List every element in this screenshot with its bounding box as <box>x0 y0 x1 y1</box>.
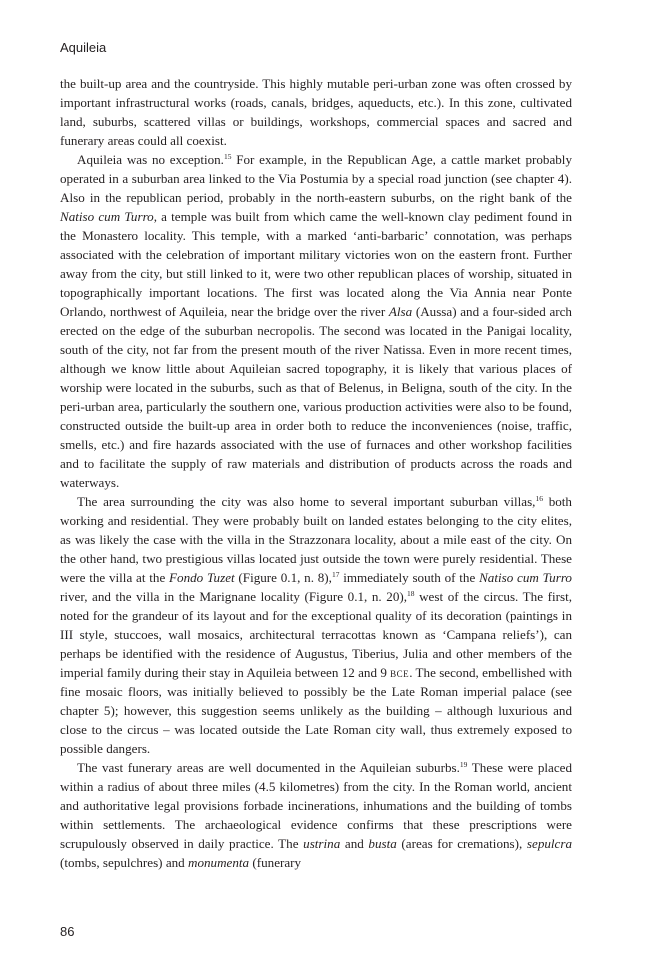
text-run: The vast funerary areas are well documented in the Aquileian suburbs. <box>77 760 460 775</box>
paragraph <box>60 150 572 492</box>
text-run: The area surrounding the city was also home to several important suburban villas, <box>77 494 536 509</box>
paragraph <box>60 74 572 150</box>
era-abbreviation: bce <box>390 665 410 680</box>
italic-term: Alsa <box>388 304 413 319</box>
footnote-ref: 18 <box>407 589 415 598</box>
footnote-ref: 15 <box>223 152 232 161</box>
text-run: Aquileia was no exception. <box>77 152 224 167</box>
footnote-ref: 16 <box>535 494 543 503</box>
text-run: . The second, embellished with fine mosaic floors, was initially believed to possibly be the Late Roman imperial palace (see chapter 5); however, this suggestion seems unlikely as the building – although luxurious and close to the circus – was located outside the Late Roman city wall, thus extremely exposed to possible dangers. <box>60 665 572 756</box>
paragraph <box>60 758 572 872</box>
italic-term: Natiso cum Turro <box>60 209 154 224</box>
text-run: For example, in the Republican Age, a cattle market probably operated in a suburban area linked to the Via Postumia by a special road junction (see chapter 4). Also in the republican period, probably in the north-eastern suburbs, on the right bank of the <box>60 152 572 205</box>
text-run: river, and the villa in the Marignane locality (Figure 0.1, n. 20), <box>60 589 408 604</box>
text-run: immediately south of the <box>339 570 480 585</box>
footnote-ref: 19 <box>459 760 468 769</box>
italic-term: ustrina <box>303 836 341 851</box>
italic-term: monumenta <box>188 855 250 870</box>
text-run: (areas for cremations), <box>396 836 527 851</box>
text-run: (Figure 0.1, n. 8), <box>234 570 332 585</box>
text-run: , a temple was built from which came the well-known clay pediment found in the Monastero locality. This temple, with a marked ‘anti-barbaric’ connotation, was perhaps associated with the celebration of important military victories won on the eastern front. Further away from the city, but still linked to it, were two other republican places of worship, situated in topographically important locations. The first was located along the Via Annia near Ponte Orlando, northwest of Aquileia, near the bridge over the river <box>60 209 572 319</box>
body-text <box>60 74 572 872</box>
italic-term: sepulcra <box>526 836 572 851</box>
footnote-ref: 17 <box>331 570 340 579</box>
text-run: west of the circus. The first, noted for the grandeur of its layout and for the exceptional quality of its decoration (paintings in III style, stuccoes, wall mosaics, architectural terracottas known as ‘Campana reliefs’), can perhaps be identified with the residence of Augustus, Tiberius, Julia and other members of the imperial family during their stay in Aquileia between 12 and 9 <box>60 589 572 680</box>
text-run: (tombs, sepulchres) and <box>60 855 188 870</box>
text-run: both working and residential. They were probably built on landed estates belonging to the city elites, as was likely the case with the villa in the Strazzonara locality, about a mile east of the city. On the other hand, two prestigious villas located just outside the town were purely residential. These were the villa at the <box>60 494 572 585</box>
text-run: the built-up area and the countryside. This highly mutable peri-urban zone was often crossed by important infrastructural works (roads, canals, bridges, aqueducts, etc.). In this zone, cultivated land, suburbs, scattered villas or buildings, workshops, commercial spaces and sacred and funerary areas could all coexist. <box>60 76 572 148</box>
italic-term: Fondo Tuzet <box>169 570 235 585</box>
text-run: (funerary <box>249 855 302 870</box>
italic-term: busta <box>368 836 397 851</box>
page-number: 86 <box>60 924 75 939</box>
text-run: These were placed within a radius of about three miles (4.5 kilometres) from the city. In the Roman world, ancient and authoritative legal provisions forbade incinerations, inhumations and the building of tombs within settlements. The archaeological evidence confirms that these prescriptions were scrupulously observed in daily practice. The <box>60 760 572 851</box>
text-run: (Aussa) and a four-sided arch erected on the edge of the suburban necropolis. The second was located in the Panigai locality, south of the city, not far from the present mouth of the river Natissa. Even in more recent times, although we know little about Aquileian sacred topography, it is likely that various places of worship were located in the suburbs, such as that of Belenus, in Beligna, south of the city. In the peri-urban area, particularly the southern one, various production activities were also to be found, constructed outside the built-up area in order both to reduce the inconveniences (noise, traffic, smells, etc.) and fire hazards associated with the use of furnaces and other workshop facilities and to facilitate the supply of raw materials and distribution of products across the roads and waterways. <box>60 304 572 490</box>
text-run: and <box>340 836 369 851</box>
italic-term: Natiso cum Turro <box>479 570 572 585</box>
running-head: Aquileia <box>60 40 107 55</box>
paragraph <box>60 492 572 758</box>
